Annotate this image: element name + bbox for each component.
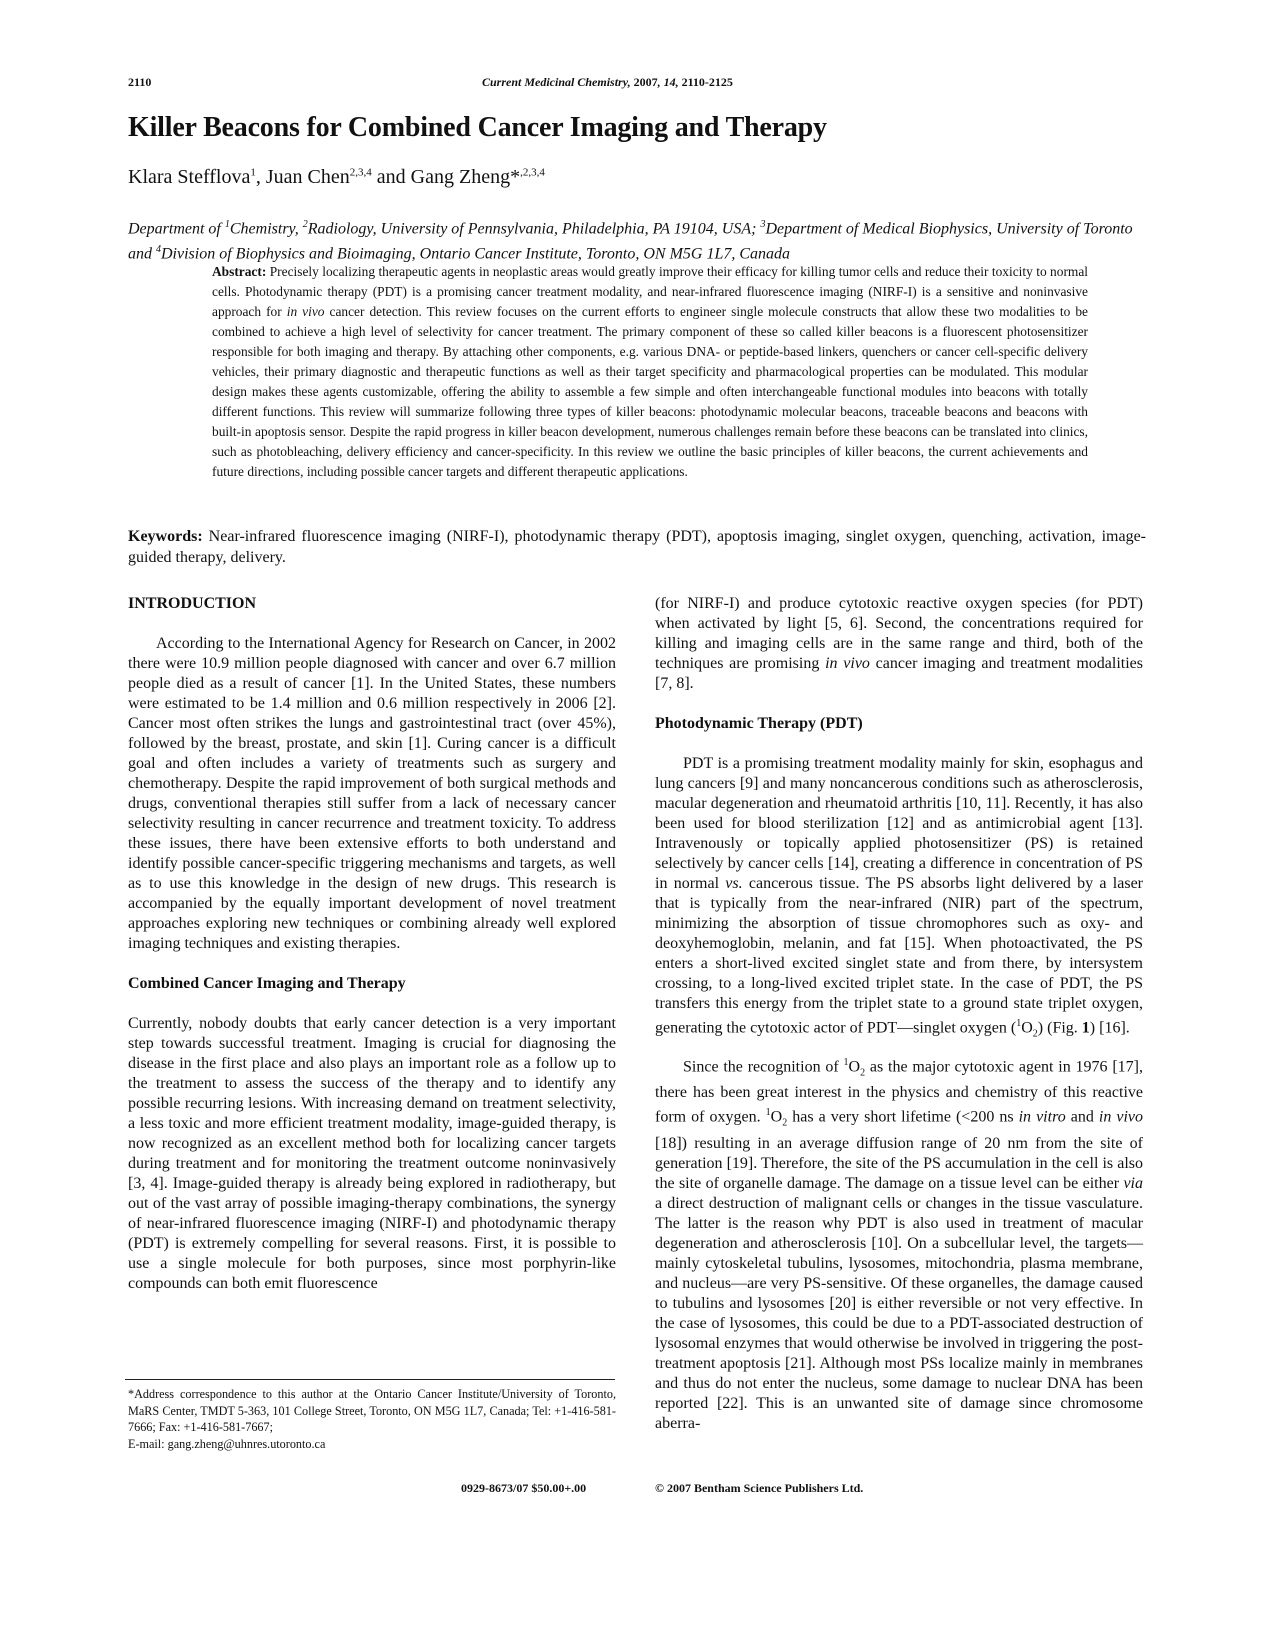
abstract-text: cancer detection. This review focuses on the current efforts to engineer single molecule constructs that allow these two modalities to be combined to achieve a high level of selectivity for cancer treatment. The primary component of these so called killer beacons is a fluorescent photosensitizer responsible for both imaging and therapy. By attaching other components, e.g. various DNA- or peptide-based linkers, quenchers or cancer cell-specific delivery vehicles, their primary diagnostic and therapeutic functions as well as their target specificity and pharmacological properties can be modulated. This modular design makes these agents customizable, offering the ability to assemble a few simple and often interchangeable functional modules into beacons with totally different functions. This review will summarize following three types of killer beacons: photodynamic molecular beacons, traceable beacons and beacons with built-in apoptosis sensor. Despite the rapid progress in killer beacon development, numerous challenges remain before these beacons can be translated into clinics, such as photobleaching, delivery efficiency and cancer-specificity. In this review we outline the basic principles of killer beacons, the current achievements and future directions, including possible cancer targets and different therapeutic applications. [212,304,1088,479]
text-run: cancerous tissue. The PS absorbs light delivered by a laser that is typically from the near-infrared (NIR) part of the spectrum, minimizing the absorption of tissue chromophores such as oxy- and deoxyhemoglobin, melanin, and fat [15]. When photoactivated, the PS enters a short-lived excited singlet state and from there, by intersystem crossing, to a long-lived excited triplet state. In the case of PDT, the PS transfers this energy from the triplet state to a ground state triplet oxygen, generating the cytotoxic actor of PDT—singlet oxygen ( [655,875,1143,1037]
text-run: ) (Fig. [1037,1019,1082,1037]
subsection-heading-combined: Combined Cancer Imaging and Therapy [128,975,406,992]
right-column [655,594,1143,1454]
keywords-label: Keywords: [128,528,203,545]
abstract-italic: in vivo [286,304,325,319]
footer-copyright: © 2007 Bentham Science Publishers Ltd. [655,1481,864,1495]
footnote-email[interactable]: E-mail: gang.zheng@uhnres.utoronto.ca [128,1436,326,1451]
keywords [128,527,1146,568]
text-run: cancer imaging and treatment modalities [7, 8]. [655,655,1144,692]
running-head [128,75,1142,90]
affiliations [128,214,1146,265]
affiliation-marker: 1 [224,219,230,230]
subscript: 2 [782,1117,788,1129]
journal-citation: Current Medicinal Chemistry, 2007, 14, 2110-2125 [482,75,733,89]
journal-volume: 14 [663,75,676,89]
affiliation-marker: 2 [302,219,308,230]
text-run: [18]) resulting in an average diffusion range of 20 nm from the site of generation [19]. Therefore, the site of the PS accumulation in the cell is also the site of organelle damage. The damage on a tissue level can be either [655,1134,1143,1192]
paper-title: Killer Beacons for Combined Cancer Imaging and Therapy [128,112,827,143]
text-run: as the major cytotoxic agent in 1976 [17], there has been great interest in the physics and chemistry of this reactive form of oxygen. [655,1057,1143,1126]
figure-ref[interactable]: 1 [1081,1019,1090,1037]
italic-run: via [1123,1174,1143,1192]
author-name: Juan Chen [265,166,350,188]
footnote-address: *Address correspondence to this author at the Ontario Cancer Institute/University of Toronto, MaRS Center, TMDT 5-363, 101 College Street, Toronto, ON M5G 1L7, Canada; Tel: +1-416-581-7666; Fax: +1-416-581-7667; [128,1387,616,1435]
text-run: a direct destruction of malignant cells or changes in the tissue vasculature. The latter is the reason why PDT is also used in treatment of macular degeneration and atherosclerosis [10]. On a subcellular level, the targets—mainly cytoskeletal tubulins, lysosomes, mitochondria, plasma membrane, and nucleus—are very PS-sensitive. Of these organelles, the damage caused to tubulins and lysosomes [20] is either reversible or not very effective. In the case of lysosomes, this could be due to a PDT-associated destruction of lysosomal enzymes that would otherwise be involved in triggering the post-treatment apoptosis [21]. Although most PSs localize mainly in membranes and thus do not enter the nucleus, some damage to nuclear DNA has been reported [22]. This is an unwanted site of damage since chromosome aberra- [655,1194,1143,1432]
continued-paragraph [655,594,1143,694]
affiliation-text: Radiology, University of Pennsylvania, Philadelphia, PA 19104, USA; [307,220,761,238]
subscript: 2 [1032,1028,1038,1040]
text-run: O [1021,1019,1033,1037]
italic-run: in vivo [1098,1108,1144,1126]
journal-year: 2007 [633,75,658,89]
footer-issn-price: 0929-8673/07 $50.00+.00 [461,1481,587,1495]
author-separator: and [371,166,411,188]
affiliation-text: Department of Medical Biophysics, University of Toronto and [128,220,1133,263]
italic-run: vs. [725,875,743,892]
journal-name: Current Medicinal Chemistry [482,75,628,89]
left-column [128,594,616,1314]
affiliation-marker: 4 [156,244,161,256]
italic-run: in vivo [825,655,870,672]
author-name: Gang Zheng* [410,166,521,188]
subscript: 2 [860,1067,866,1079]
text-run: O [770,1108,783,1126]
superscript: 1 [843,1056,849,1068]
intro-paragraph: According to the International Agency for Research on Cancer, in 2002 there were 10.9 million people diagnosed with cancer and over 6.7 million people died as a result of cancer [1]. In the United States, these numbers were estimated to be 1.4 million and 0.6 million respectively in 2006 [2]. Cancer most often strikes the lungs and gastrointestinal tract (over 45%), followed by the breast, prostate, and skin [1]. Curing cancer is a difficult goal and often includes a variety of treatments such as surgery and chemotherapy. Despite the rapid improvement of both surgical methods and drugs, conventional therapies still suffer from a lack of necessary cancer selectivity resulting in cancer recurrence and treatment toxicity. To address these issues, there have been extensive efforts to both understand and identify possible cancer-specific triggering mechanisms and targets, as well as to use this knowledge in the design of new drugs. This research is accompanied by the equally important development of novel treatment approaches exploring new techniques or combining already well explored imaging techniques and existing therapies. [128,635,616,952]
text-run: (for NIRF-I) and produce cytotoxic reactive oxygen species (for PDT) when activated by light [5, 6]. Second, the concentrations required for killing and imaging cells are in the same range and third, both of the techniques are promising [655,595,1143,672]
section-heading-introduction: INTRODUCTION [128,595,257,612]
author-affiliation-marker: 2,3,4 [349,166,372,179]
superscript: 1 [1016,1018,1022,1029]
pdt-paragraph [655,754,1143,1045]
text-run: and [1065,1108,1099,1126]
text-run: has a very short lifetime (<200 ns [787,1108,1019,1126]
italic-run: in vitro [1018,1108,1066,1126]
abstract-label: Abstract: [212,264,267,279]
affiliation-text: Chemistry, [229,220,303,238]
author-name: Klara Stefflova [128,166,251,188]
text-run: ) [16]. [1089,1019,1130,1037]
keywords-text: Near-infrared fluorescence imaging (NIRF-I), photodynamic therapy (PDT), apoptosis imaging, singlet oxygen, quenching, activation, image-guided therapy, delivery. [128,528,1146,566]
superscript: 1 [765,1107,771,1119]
singlet-oxygen-paragraph [655,1053,1143,1434]
footnote-divider [125,1379,615,1380]
affiliation-text: Department of [128,220,225,238]
affiliation-marker: 3 [760,219,766,230]
text-run: PDT is a promising treatment modality mainly for skin, esophagus and lung cancers [9] and many noncancerous conditions such as atherosclerosis, macular degeneration and rheumatoid arthritis [10, 11]. Recently, it has also been used for blood sterilization [12] and as antimicrobial agent [13]. Intravenously or topically applied photosensitizer (PS) is retained selectively by cancer cells [14], creating a difference in concentration of PS in normal [655,755,1143,892]
author-list [128,166,545,189]
combined-paragraph: Currently, nobody doubts that early cancer detection is a very important step towards successful treatment. Imaging is crucial for diagnosing the disease in the first place and also plays an important role as a follow up to the treatment to assess the success of the therapy and to identify any possible recurring lesions. With increasing demand on treatment selectivity, a less toxic and more efficient treatment modality, image-guided therapy, is now recognized as an excellent method both for localizing cancer targets during treatment and for monitoring the treatment outcome noninvasively [3, 4]. Image-guided therapy is already being explored in radiotherapy, but out of the vast array of possible imaging-therapy combinations, the synergy of near-infrared fluorescence imaging (NIRF-I) and photodynamic therapy (PDT) is extremely compelling for several reasons. First, it is possible to use a single molecule for both purposes, since most porphyrin-like compounds can both emit fluorescence [128,1015,616,1292]
author-affiliation-marker: ,2,3,4 [520,166,545,179]
subsection-heading-pdt: Photodynamic Therapy (PDT) [655,715,863,732]
journal-pages: 2110-2125 [681,75,733,89]
page-number: 2110 [128,75,152,89]
author-affiliation-marker: 1 [250,166,256,179]
abstract-text: Precisely localizing therapeutic agents in neoplastic areas would greatly improve their efficacy for killing tumor cells and reduce their toxicity to normal cells. Photodynamic therapy (PDT) is a promising cancer treatment modality, and near-infrared fluorescence imaging (NIRF-I) is a sensitive and noninvasive approach for [212,264,1088,319]
author-separator: , [255,166,266,188]
affiliation-text: Division of Biophysics and Bioimaging, Ontario Cancer Institute, Toronto, ON M5G 1L7, Canada [161,245,791,263]
abstract [212,262,1088,482]
correspondence-footnote [128,1386,616,1452]
text-run: Since the recognition of [683,1057,844,1075]
text-run: O [848,1057,861,1075]
